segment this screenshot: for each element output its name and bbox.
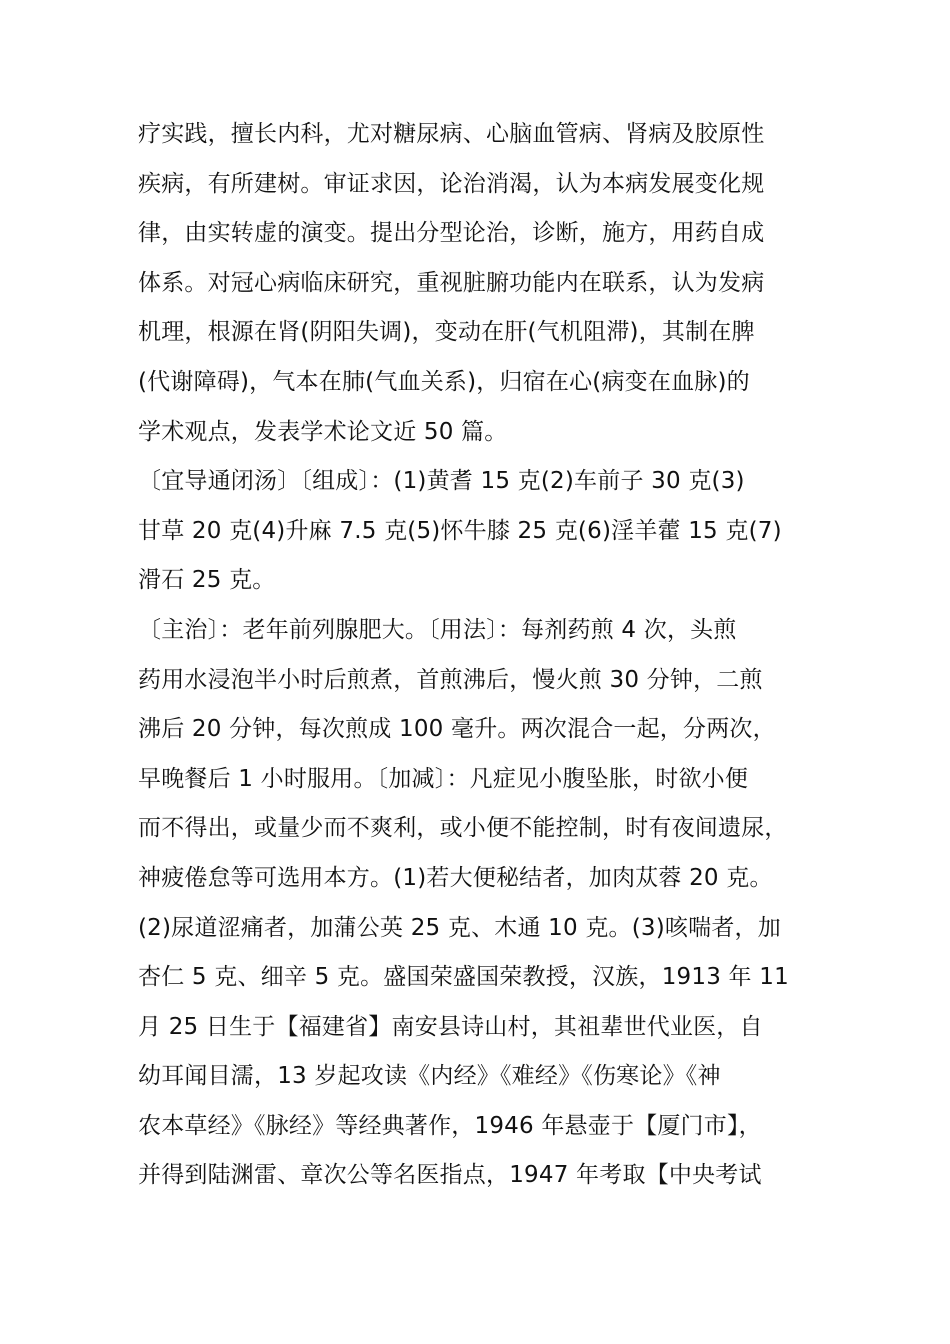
- text-line: 滑石 25 克。: [138, 567, 276, 594]
- text-line: (代谢障碍)，气本在肺(气血关系)，归宿在心(病变在血脉)的: [138, 368, 750, 395]
- text-line: 体系。对冠心病临床研究，重视脏腑功能内在联系，认为发病: [138, 269, 765, 296]
- text-line: 神疲倦怠等可选用本方。(1)若大便秘结者，加肉苁蓉 20 克。: [138, 864, 773, 891]
- text-line: 农本草经》《脉经》等经典著作，1946 年悬壶于【厦门市】，: [138, 1112, 762, 1139]
- text-line: 沸后 20 分钟，每次煎成 100 毫升。两次混合一起，分两次，: [138, 716, 776, 743]
- text-line: (2)尿道涩痛者，加蒲公英 25 克、木通 10 克。(3)咳喘者，加: [138, 914, 781, 941]
- text-line: 并得到陆渊雷、章次公等名医指点，1947 年考取【中央考试: [138, 1162, 762, 1189]
- text-line: 甘草 20 克(4)升麻 7.5 克(5)怀牛膝 25 克(6)淫羊藿 15 克(7): [138, 517, 782, 544]
- text-line: 〔宜导通闭汤〕〔组成〕：(1)黄耆 15 克(2)车前子 30 克(3): [138, 468, 745, 495]
- text-line: 早晚餐后 1 小时服用。〔加减〕：凡症见小腹坠胀，时欲小便: [138, 765, 749, 792]
- text-line: 律，由实转虚的演变。提出分型论治，诊断，施方，用药自成: [138, 220, 765, 247]
- text-line: 机理，根源在肾(阴阳失调)，变动在肝(气机阻滞)，其制在脾: [138, 319, 755, 346]
- text-line: 药用水浸泡半小时后煎煮，首煎沸后，慢火煎 30 分钟，二煎: [138, 666, 763, 693]
- text-line: 幼耳闻目濡，13 岁起攻读《内经》《难经》《伤寒论》《神: [138, 1063, 721, 1090]
- text-line: 杏仁 5 克、细辛 5 克。盛国荣盛国荣教授，汉族，1913 年 11: [138, 964, 789, 991]
- text-line: 疗实践，擅长内科，尤对糖尿病、心脑血管病、肾病及胶原性: [138, 121, 765, 147]
- text-line: 疾病，有所建树。审证求因，论治消渴，认为本病发展变化规: [138, 170, 765, 197]
- text-line: 月 25 日生于【福建省】南安县诗山村，其祖辈世代业医，自: [138, 1013, 763, 1040]
- body-text: [138, 110, 818, 1201]
- text-line: 而不得出，或量少而不爽利，或小便不能控制，时有夜间遗尿，: [138, 815, 788, 842]
- text-line: 〔主治〕：老年前列腺肥大。〔用法〕：每剂药煎 4 次，头煎: [138, 616, 737, 643]
- text-line: 学术观点，发表学术论文近 50 篇。: [138, 418, 508, 445]
